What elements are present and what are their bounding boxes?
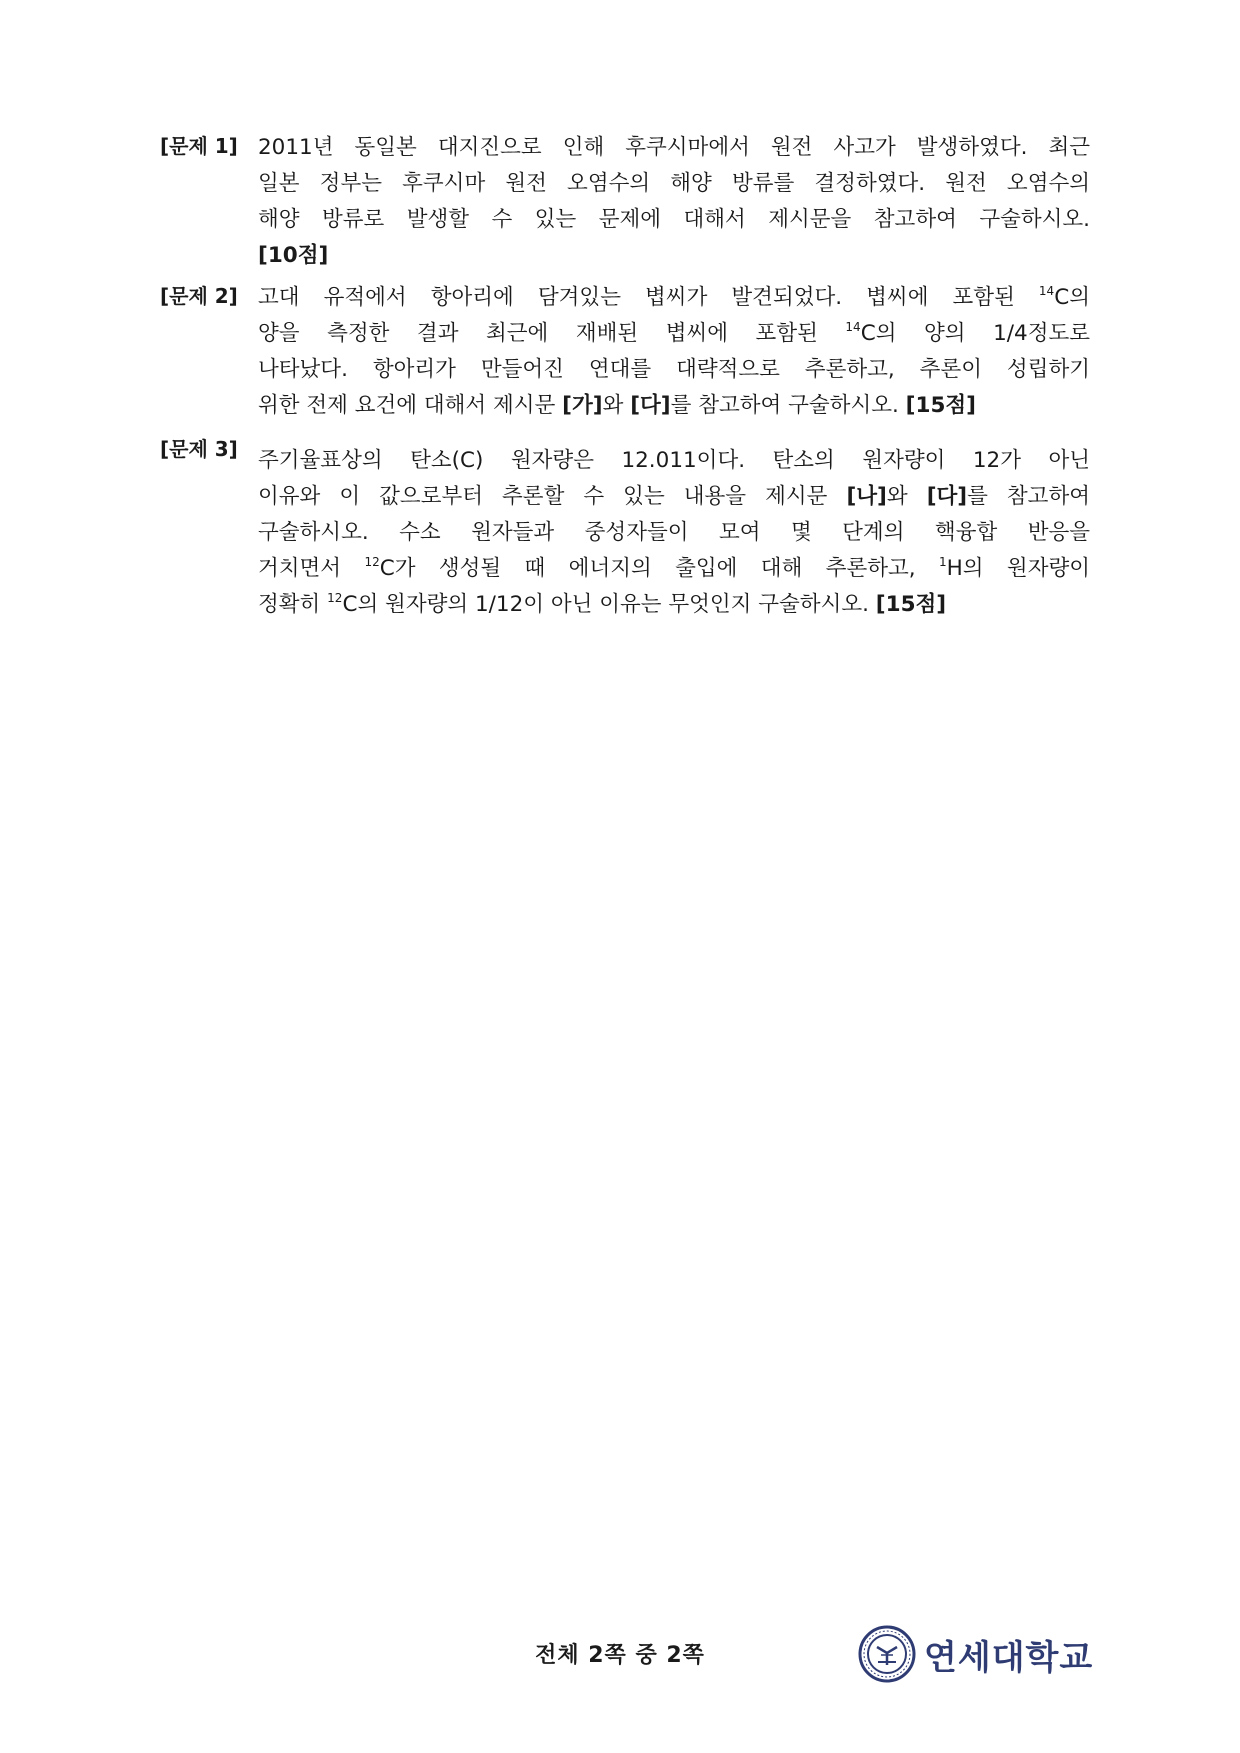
- question-text: [258, 443, 1090, 623]
- superscript-mass-number: 12: [364, 555, 380, 569]
- text-segment: 해양 방류로 발생할 수 있는 문제에 대해서 제시문을 참고하여 구술하시오.: [258, 207, 1090, 232]
- question-line: [258, 443, 1090, 479]
- question-line: [258, 479, 1090, 515]
- question-line: [258, 202, 1090, 238]
- text-segment: C의: [1054, 285, 1090, 310]
- text-segment: 정확히: [258, 592, 328, 617]
- question-text: [258, 130, 1090, 274]
- superscript-mass-number: 14: [1038, 284, 1055, 298]
- question-line: [258, 280, 1090, 316]
- text-segment: C가 생성될 때 에너지의 출입에 대해 추론하고,: [379, 556, 939, 581]
- text-segment: H의 원자량이: [946, 556, 1091, 581]
- question-line: [258, 515, 1090, 551]
- university-logo: [858, 1625, 1093, 1683]
- text-segment: 구술하시오. 수소 원자들과 중성자들이 모여 몇 단계의 핵융합 반응을: [258, 520, 1090, 545]
- bold-text: [15점]: [905, 393, 976, 418]
- question-line: [258, 388, 1090, 424]
- page-number: 전체 2쪽 중 2쪽: [535, 1643, 705, 1668]
- question-line: [258, 587, 1090, 623]
- superscript-mass-number: 12: [327, 591, 343, 605]
- bold-text: [15점]: [875, 592, 947, 617]
- question-text: [258, 280, 1090, 424]
- question-line: [258, 352, 1090, 388]
- text-segment: 거치면서: [258, 556, 365, 581]
- text-segment: 를 참고하여: [967, 484, 1090, 509]
- text-segment: 와: [886, 484, 927, 509]
- bold-text: [다]: [926, 484, 968, 509]
- text-segment: 일본 정부는 후쿠시마 원전 오염수의 해양 방류를 결정하였다. 원전 오염수의: [258, 171, 1090, 196]
- question-line: [258, 551, 1090, 587]
- text-segment: C의 양의 1/4정도로: [860, 321, 1090, 346]
- text-segment: 주기율표상의 탄소(C) 원자량은 12.011이다. 탄소의 원자량이 12가 아닌: [258, 448, 1090, 473]
- question-label: [문제 3]: [160, 437, 238, 461]
- bold-text: [다]: [630, 393, 671, 418]
- bold-text: [10점]: [258, 243, 329, 268]
- text-segment: 나타났다. 항아리가 만들어진 연대를 대략적으로 추론하고, 추론이 성립하기: [258, 357, 1090, 382]
- question-line: [258, 166, 1090, 202]
- university-name: 연세대학교: [924, 1637, 1094, 1678]
- question-line: [258, 316, 1090, 352]
- text-segment: 와: [602, 393, 631, 418]
- text-segment: 양을 측정한 결과 최근에 재배된 볍씨에 포함된: [258, 321, 846, 346]
- university-seal-icon: [858, 1625, 916, 1683]
- text-segment: 2011년 동일본 대지진으로 인해 후쿠시마에서 원전 사고가 발생하였다. 최근: [258, 135, 1090, 160]
- superscript-mass-number: 1: [938, 555, 947, 569]
- question-label: [문제 1]: [160, 134, 238, 158]
- text-segment: C의 원자량의 1/12이 아닌 이유는 무엇인지 구술하시오.: [342, 592, 876, 617]
- text-segment: 를 참고하여 구술하시오.: [670, 393, 906, 418]
- question-line: [258, 130, 1090, 166]
- bold-text: [나]: [846, 484, 887, 509]
- superscript-mass-number: 14: [845, 320, 861, 334]
- question-label: [문제 2]: [160, 284, 238, 308]
- bold-text: [가]: [562, 393, 603, 418]
- text-segment: 고대 유적에서 항아리에 담겨있는 볍씨가 발견되었다. 볍씨에 포함된: [258, 285, 1039, 310]
- text-segment: 이유와 이 값으로부터 추론할 수 있는 내용을 제시문: [258, 484, 847, 509]
- text-segment: 위한 전제 요건에 대해서 제시문: [258, 393, 563, 418]
- question-line: [258, 238, 1090, 274]
